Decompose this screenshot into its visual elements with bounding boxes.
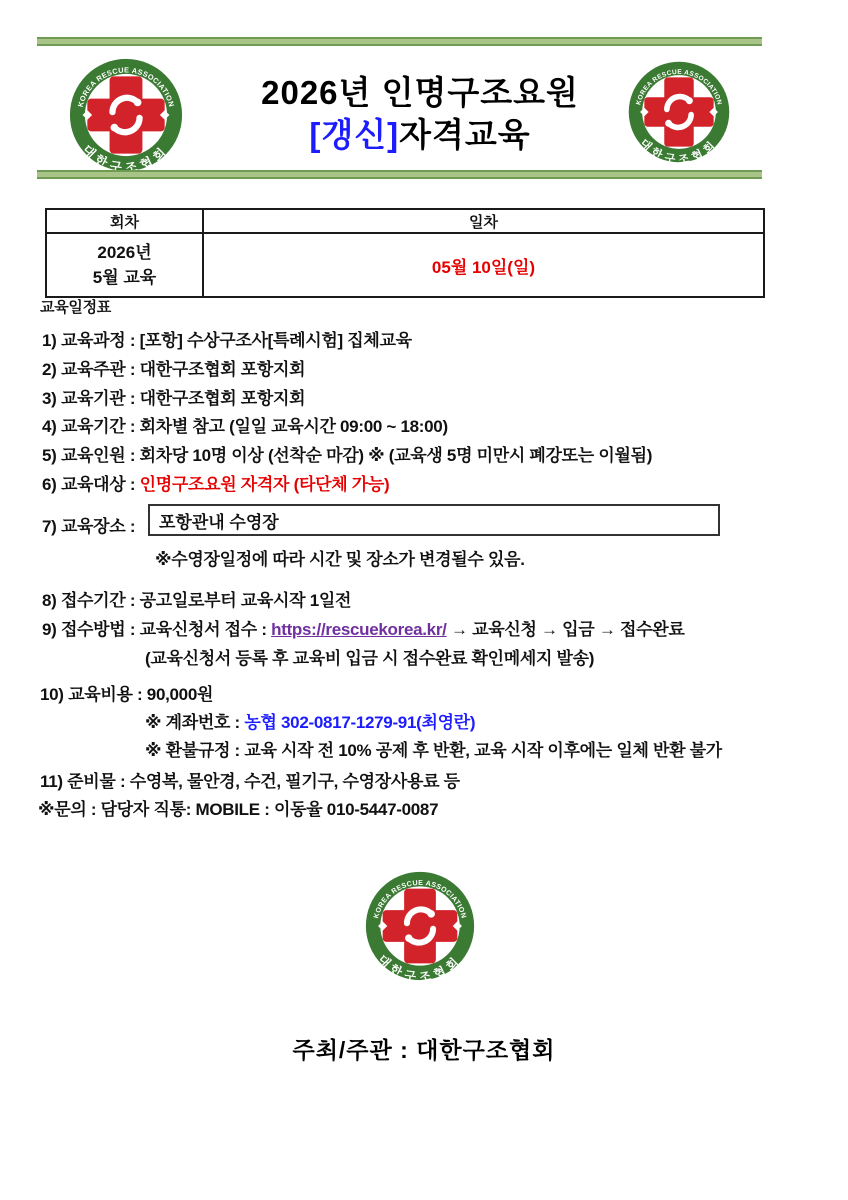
schedule-table-row — [47, 234, 763, 296]
account-number-value: 농협 302-0817-1279-91(최영란) — [244, 713, 476, 732]
rescue-association-logo-footer — [364, 870, 476, 982]
header-bottom-divider-rule — [37, 170, 762, 179]
title-line-2 — [194, 114, 646, 156]
item-target-value: 인명구조요원 자격자 (타단체 가능) — [139, 475, 390, 494]
item-institution: 3) 교육기관 : 대한구조협회 포항지회 — [42, 389, 306, 408]
account-number-label: ※ 계좌번호 : — [145, 713, 245, 732]
rescue-association-logo-right — [627, 60, 731, 164]
date-cell: 05월 10일(일) — [431, 257, 536, 277]
registration-method-label: 9) 접수방법 : 교육신청서 접수 : — [42, 620, 272, 639]
host-organizer-label: 주최/주관 : 대한구조협회 — [292, 1037, 556, 1063]
top-divider-rule — [37, 37, 762, 46]
page-title — [194, 72, 646, 156]
item-capacity: 5) 교육인원 : 회차당 10명 이상 (선착순 마감) ※ (교육생 5명 미만시 폐강또는 이월됨) — [42, 446, 653, 465]
rescue-association-logo-left — [68, 57, 184, 173]
item-location-label: 7) 교육장소 : — [42, 517, 136, 536]
title-line-2-rest: 자격교육 — [399, 116, 531, 153]
item-period: 4) 교육기간 : 회차별 참고 (일일 교육시간 09:00 ~ 18:00) — [42, 417, 448, 436]
title-highlight: [갱신] — [309, 116, 400, 153]
schedule-table-header-row — [47, 210, 763, 234]
item-course: 1) 교육과정 : [포항] 수상구조사[특례시험] 집체교육 — [42, 331, 412, 350]
location-value: 포항관내 수영장 — [159, 512, 279, 532]
item-supplies: 11) 준비물 : 수영복, 물안경, 수건, 필기구, 수영장사용료 등 — [40, 772, 460, 791]
item-fee: 10) 교육비용 : 90,000원 — [40, 685, 214, 704]
schedule-table — [45, 208, 765, 298]
item-target-label: 6) 교육대상 : — [42, 475, 140, 494]
session-month: 5월 교육 — [92, 268, 157, 287]
registration-site-link[interactable]: https://rescuekorea.kr/ — [271, 620, 447, 639]
item-registration-period: 8) 접수기간 : 공고일로부터 교육시작 1일전 — [42, 591, 352, 610]
location-note: ※수영장일정에 따라 시간 및 장소가 변경될수 있음. — [155, 550, 525, 569]
item-organizer: 2) 교육주관 : 대한구조협회 포항지회 — [42, 360, 306, 379]
session-cell — [47, 234, 204, 296]
item-registration-method — [42, 615, 684, 640]
date-column-header: 일차 — [469, 213, 498, 231]
registration-note: (교육신청서 등록 후 교육비 입금 시 접수완료 확인메세지 발송) — [145, 649, 595, 668]
session-column-header: 회차 — [47, 210, 204, 232]
account-number-line — [145, 708, 475, 733]
session-year: 2026년 — [97, 243, 152, 262]
title-line-1: 2026년 인명구조요원 — [261, 74, 579, 111]
contact-line: ※문의 : 담당자 직통: MOBILE : 이동율 010-5447-0087 — [38, 800, 439, 819]
item-target — [42, 470, 389, 495]
location-box — [148, 504, 720, 536]
schedule-list-title: 교육일정표 — [40, 299, 111, 316]
refund-policy-line: ※ 환불규정 : 교육 시작 전 10% 공제 후 반환, 교육 시작 이후에는 일체 반환 불가 — [145, 741, 722, 760]
registration-method-flow: → 교육신청 → 입금 → 접수완료 — [446, 620, 685, 639]
